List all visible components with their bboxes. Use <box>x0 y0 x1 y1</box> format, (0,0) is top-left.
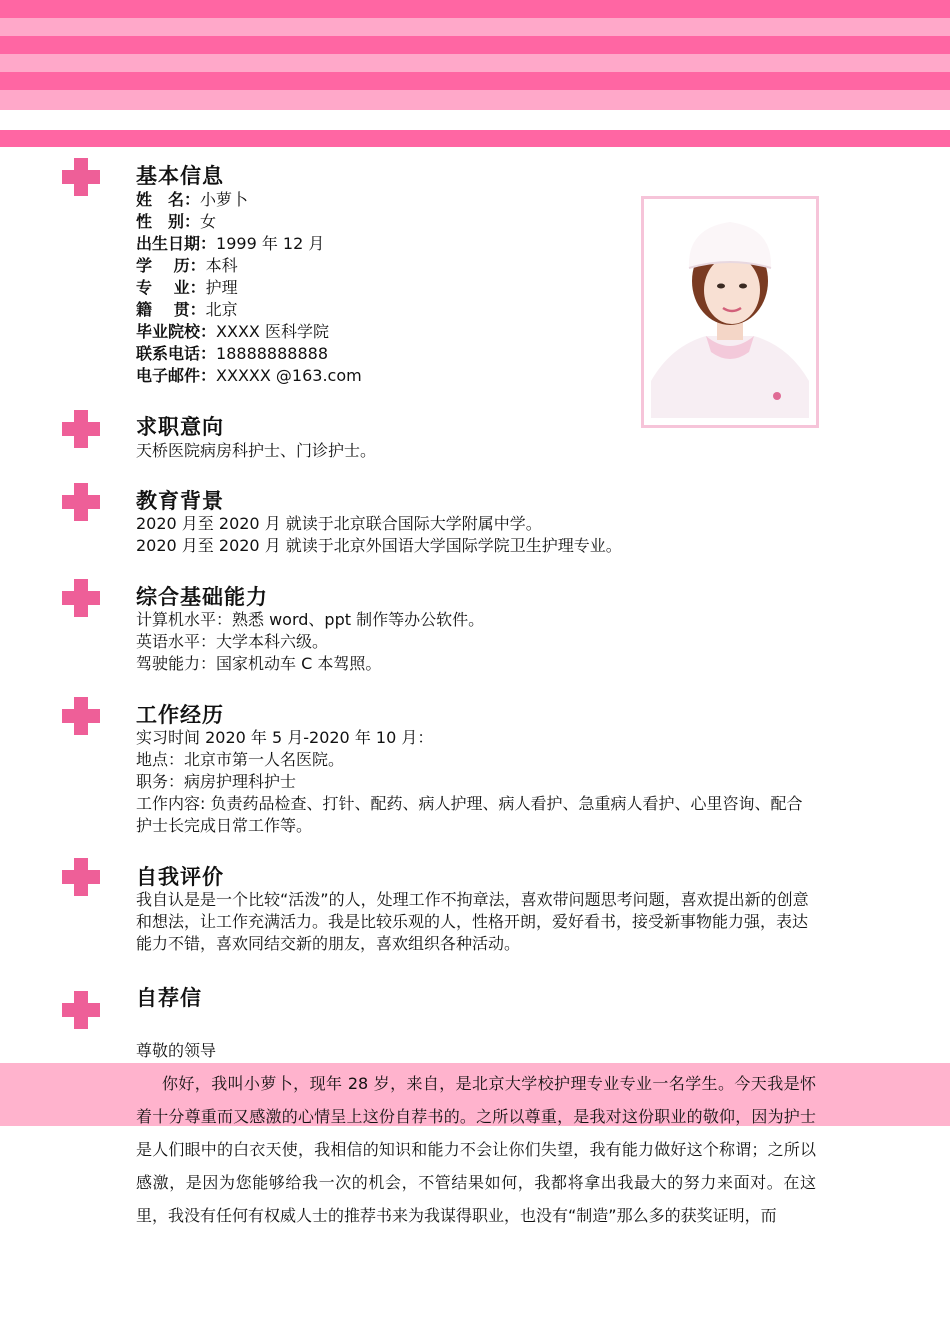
self-evaluation-text: 我自认是是一个比较“活泼”的人，处理工作不拘章法，喜欢带问题思考问题，喜欢提出新的创意和想法，让工作充满活力。我是比较乐观的人，性格开朗，爱好看书，接受新事物能力强，表达能力不错，喜欢同结交新的朋友，喜欢组织各种活动。 <box>136 890 809 953</box>
profile-photo <box>641 196 819 428</box>
info-value: 护理 <box>205 278 238 297</box>
info-row-phone: 联系电话：18888888888 <box>136 344 329 363</box>
section-title-objective: 求职意向 <box>136 415 224 439</box>
info-label: 性 别 <box>136 212 185 231</box>
info-value: XXXX 医科学院 <box>216 322 329 341</box>
section-title-skills: 综合基础能力 <box>136 585 268 609</box>
medical-cross-icon <box>62 858 100 896</box>
info-value: 本科 <box>205 256 238 275</box>
info-label: 籍 贯 <box>136 300 190 319</box>
nurse-portrait-image <box>651 206 809 418</box>
medical-cross-icon <box>62 579 100 617</box>
info-row-school: 毕业院校：XXXX 医科学院 <box>136 322 329 341</box>
info-value: XXXXX @163.com <box>216 366 362 385</box>
info-value: 小萝卜 <box>200 190 249 209</box>
info-value: 18888888888 <box>216 344 329 363</box>
header-stripe <box>0 130 950 147</box>
info-label: 姓 名 <box>136 190 185 209</box>
info-row-birthdate: 出生日期：1999 年 12 月 <box>136 234 325 253</box>
skills-line: 英语水平：大学本科六级。 <box>136 632 329 651</box>
medical-cross-icon <box>62 697 100 735</box>
info-row-education: 学 历：本科 <box>136 256 238 275</box>
info-label: 电子邮件 <box>136 366 201 385</box>
medical-cross-icon <box>62 991 100 1029</box>
info-row-gender: 性 别：女 <box>136 212 217 231</box>
work-line: 实习时间 2020 年 5 月-2020 年 10 月： <box>136 728 434 747</box>
header-stripe <box>0 72 950 90</box>
info-row-hometown: 籍 贯：北京 <box>136 300 238 319</box>
skills-line: 驾驶能力：国家机动车 C 本驾照。 <box>136 654 382 673</box>
header-stripe <box>0 54 950 72</box>
work-line: 地点：北京市第一人名医院。 <box>136 750 345 769</box>
info-label: 专 业 <box>136 278 190 297</box>
info-label: 出生日期 <box>136 234 201 253</box>
info-label: 学 历 <box>136 256 190 275</box>
section-title-education: 教育背景 <box>136 489 224 513</box>
header-stripe <box>0 36 950 54</box>
info-row-name: 姓 名：小萝卜 <box>136 190 249 209</box>
header-stripe <box>0 90 950 110</box>
info-value: 女 <box>200 212 217 231</box>
info-label: 毕业院校 <box>136 322 201 341</box>
info-row-email: 电子邮件：XXXXX @163.com <box>136 366 362 385</box>
header-stripe <box>0 0 950 18</box>
header-stripe <box>0 18 950 36</box>
section-title-work: 工作经历 <box>136 703 224 727</box>
section-title-self-evaluation: 自我评价 <box>136 865 224 889</box>
education-line: 2020 月至 2020 月 就读于北京外国语大学国际学院卫生护理专业。 <box>136 536 622 555</box>
medical-cross-icon <box>62 483 100 521</box>
medical-cross-icon <box>62 410 100 448</box>
work-content: 工作内容: 负责药品检查、打针、配药、病人护理、病人看护、急重病人看护、心里咨询、配合护士长完成日常工作等。 <box>136 794 803 835</box>
cover-letter-body: 你好，我叫小萝卜，现年 28 岁，来自，是北京大学校护理专业专业一名学生。今天我是怀着十分尊重而又感激的心情呈上这份自荐书的。之所以尊重，是我对这份职业的敬仰，因为护士是人们眼中的白衣天使，我相信的知识和能力不会让你们失望，我有能力做好这个称谓；之所以感激，是因为您能够给我一次的机会，不管结果如何，我都将拿出我最大的努力来面对。在这里，我没有任何有权威人士的推荐书来为我谋得职业，也没有“制造”那么多的获奖证明，而 <box>136 1074 816 1225</box>
info-value: 1999 年 12 月 <box>216 234 325 253</box>
objective-text: 天桥医院病房科护士、门诊护士。 <box>136 441 377 460</box>
section-title-basic-info: 基本信息 <box>136 164 224 188</box>
skills-line: 计算机水平：熟悉 word、ppt 制作等办公软件。 <box>136 610 485 629</box>
work-line: 职务：病房护理科护士 <box>136 772 297 791</box>
info-row-major: 专 业：护理 <box>136 278 238 297</box>
info-label: 联系电话 <box>136 344 201 363</box>
education-line: 2020 月至 2020 月 就读于北京联合国际大学附属中学。 <box>136 514 542 533</box>
info-value: 北京 <box>205 300 238 319</box>
medical-cross-icon <box>62 158 100 196</box>
section-title-cover-letter: 自荐信 <box>136 986 202 1010</box>
cover-letter-salutation: 尊敬的领导 <box>136 1041 217 1060</box>
